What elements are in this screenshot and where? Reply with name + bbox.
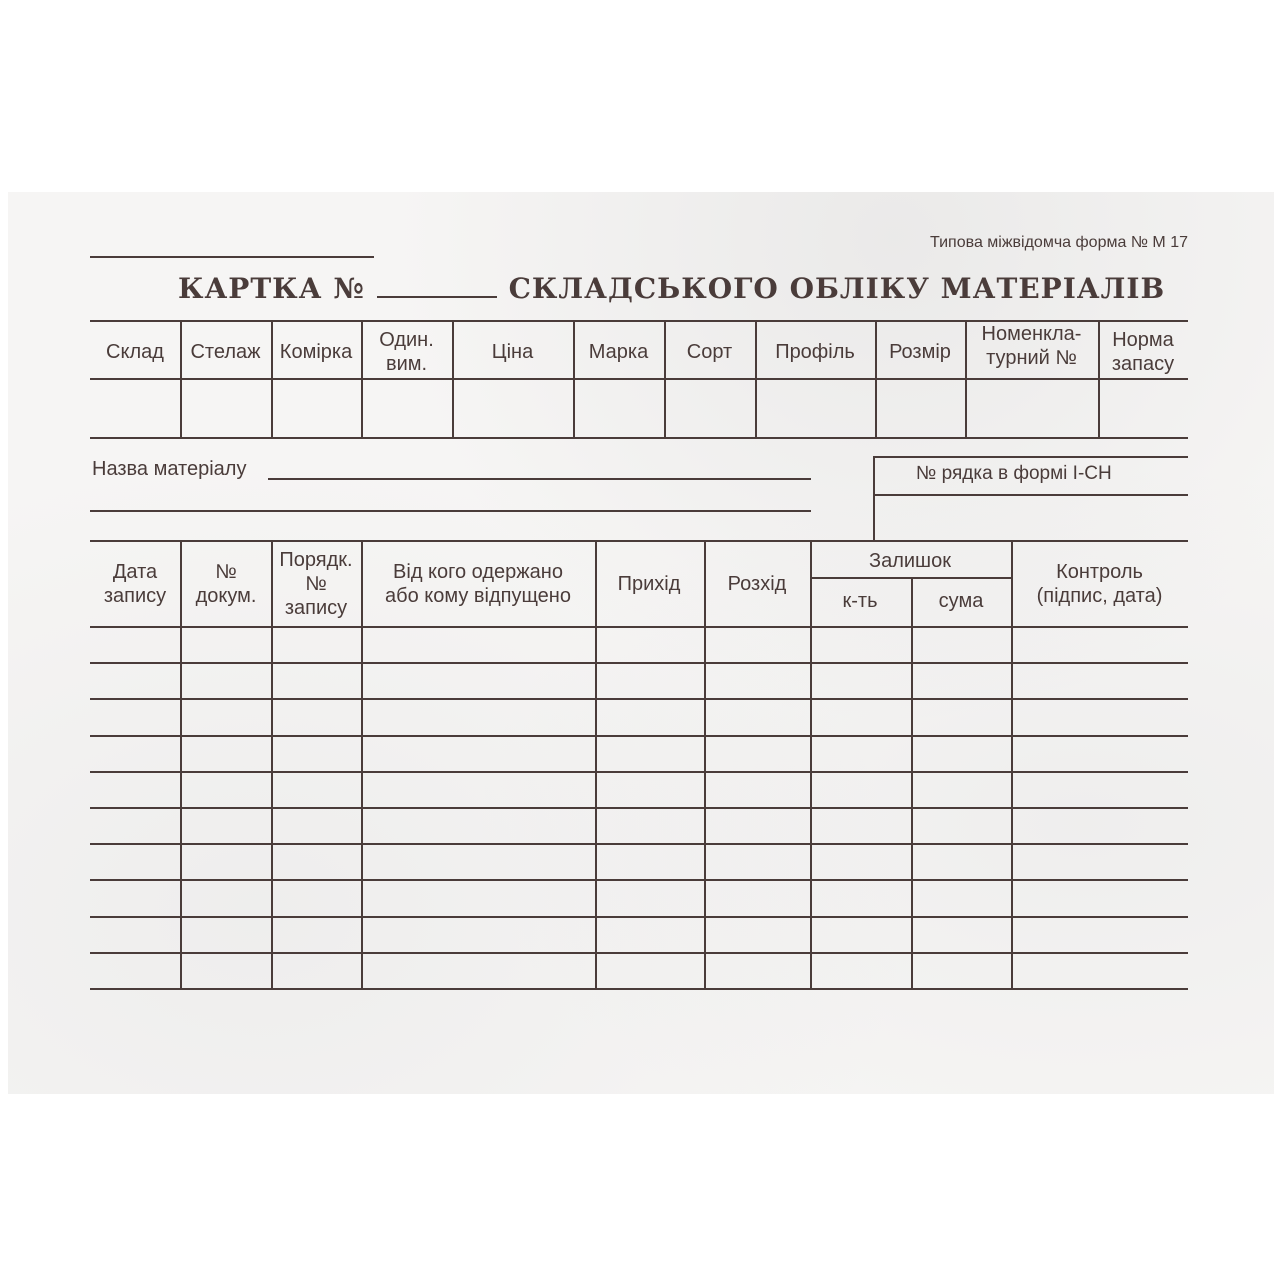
header-column-label: Комірка bbox=[279, 341, 353, 363]
header-col-divider bbox=[573, 320, 575, 439]
ledger-row-line bbox=[90, 988, 1188, 990]
header-column-label: Сорт bbox=[686, 341, 733, 363]
header-col-divider bbox=[755, 320, 757, 439]
ledger-row-line bbox=[90, 662, 1188, 664]
material-name-line-2 bbox=[90, 510, 811, 512]
card-number-blank bbox=[377, 272, 497, 298]
header-table-mid-line bbox=[90, 378, 1188, 380]
col-sum: сума bbox=[938, 590, 984, 612]
card-title bbox=[178, 272, 1166, 305]
header-column-label: Стелаж bbox=[190, 341, 261, 363]
row-number-box-top bbox=[873, 456, 1188, 458]
ledger-col-divider bbox=[704, 540, 706, 988]
header-col-divider bbox=[664, 320, 666, 439]
header-column-label: Марка bbox=[588, 341, 649, 363]
ledger-top-line bbox=[90, 540, 1188, 542]
ledger-row-line bbox=[90, 916, 1188, 918]
ledger-row-line bbox=[90, 879, 1188, 881]
row-number-box-left bbox=[873, 456, 875, 540]
ledger-header-bottom-line bbox=[90, 626, 1188, 628]
ledger-row-line bbox=[90, 952, 1188, 954]
col-qty: к-ть bbox=[842, 590, 878, 612]
header-column-label: Профіль bbox=[775, 341, 855, 363]
col-control: Контроль (підпис, дата) bbox=[1036, 561, 1163, 607]
header-column-label: Склад bbox=[106, 341, 164, 363]
col-doc-no: № докум. bbox=[195, 561, 257, 607]
header-column-label: Розмір bbox=[889, 341, 951, 363]
col-expense: Розхід bbox=[727, 573, 787, 595]
title-suffix: СКЛАДСЬКОГО ОБЛІКУ МАТЕРІАЛІВ bbox=[508, 272, 1166, 305]
balance-subheader-line bbox=[810, 577, 1011, 579]
row-number-label: № рядка в формі І-СН bbox=[916, 463, 1112, 484]
header-col-divider bbox=[875, 320, 877, 439]
form-code: Типова міжвідомча форма № М 17 bbox=[930, 234, 1188, 251]
ledger-row-line bbox=[90, 807, 1188, 809]
title-prefix: КАРТКА № bbox=[178, 272, 365, 305]
ledger-col-divider bbox=[595, 540, 597, 988]
top-left-blank-line bbox=[90, 256, 374, 258]
header-column-label: Один. вим. bbox=[379, 329, 434, 375]
ledger-row-line bbox=[90, 735, 1188, 737]
header-col-divider bbox=[271, 320, 273, 439]
material-name-label: Назва матеріалу bbox=[92, 458, 247, 480]
ledger-col-divider bbox=[911, 578, 913, 988]
col-income: Прихід bbox=[617, 573, 681, 595]
ledger-row-line bbox=[90, 843, 1188, 845]
col-counterparty: Від кого одержано або кому відпущено bbox=[385, 561, 571, 607]
col-seq-no: Порядк. № запису bbox=[279, 549, 353, 619]
col-balance: Залишок bbox=[869, 550, 951, 572]
col-date: Дата запису bbox=[103, 561, 167, 607]
header-column-label: Норма запасу bbox=[1111, 329, 1175, 375]
material-name-line-1 bbox=[268, 478, 811, 480]
header-col-divider bbox=[452, 320, 454, 439]
header-column-label: Номенкла- турний № bbox=[981, 323, 1082, 369]
ledger-row-line bbox=[90, 698, 1188, 700]
header-table-bottom-line bbox=[90, 437, 1188, 439]
header-column-label: Ціна bbox=[491, 341, 534, 363]
ledger-row-line bbox=[90, 771, 1188, 773]
header-col-divider bbox=[180, 320, 182, 439]
row-number-box-mid bbox=[873, 494, 1188, 496]
